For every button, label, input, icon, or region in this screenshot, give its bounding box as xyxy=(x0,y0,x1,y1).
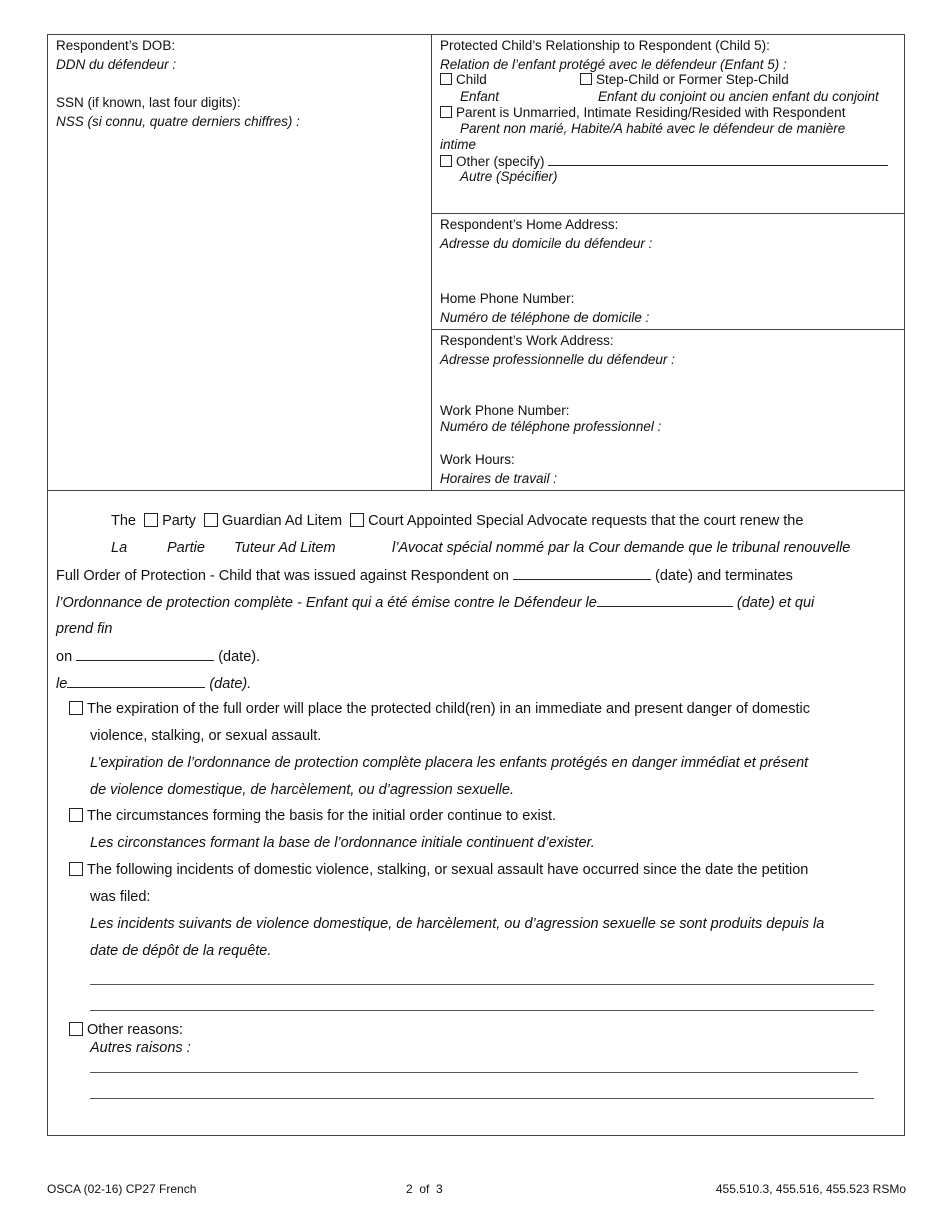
reason-1-fr-2: de violence domestique, de harcèlement, ou d’agression sexuelle. xyxy=(90,782,514,798)
party-checkbox[interactable] xyxy=(144,513,158,527)
footer-page-number: 2 of 3 xyxy=(406,1182,443,1196)
option-step-child-label-fr: Enfant du conjoint ou ancien enfant du conjoint xyxy=(598,89,879,104)
reason-1[interactable] xyxy=(69,701,810,717)
reason-other-en: Other reasons: xyxy=(87,1022,183,1038)
work-hours-label-fr: Horaires de travail : xyxy=(440,471,558,486)
work-address-label-fr: Adresse professionnelle du défendeur : xyxy=(440,352,675,367)
option-parent-label-fr-2: intime xyxy=(440,137,477,152)
relationship-label-fr: Relation de l’enfant protégé avec le défendeur (Enfant 5) : xyxy=(440,57,787,72)
la-label: La xyxy=(111,540,128,556)
option-step-child[interactable] xyxy=(580,72,789,88)
dob-label-fr: DDN du défendeur : xyxy=(56,57,177,72)
divider-work xyxy=(431,329,905,330)
issued-text-fr: l’Ordonnance de protection complète - Enfant qui a été émise contre le Défendeur le xyxy=(56,595,597,611)
avocat-label: l’Avocat spécial nommé par la Cour demande que le tribunal renouvelle xyxy=(392,540,851,556)
terminate-date-field-fr[interactable] xyxy=(67,675,205,688)
column-divider xyxy=(431,34,432,490)
terminates-text-fr: (date) et qui xyxy=(736,595,815,611)
reason-other-fr: Autres raisons : xyxy=(90,1040,191,1056)
issued-line-fr xyxy=(56,594,814,611)
ssn-label: SSN (if known, last four digits): xyxy=(56,95,241,110)
work-phone-label: Work Phone Number: xyxy=(440,403,570,418)
issued-line-en xyxy=(56,567,793,584)
home-phone-label-fr: Numéro de téléphone de domicile : xyxy=(440,310,650,325)
reason-2-en: The circumstances forming the basis for the initial order continue to exist. xyxy=(87,808,557,824)
footer-statutes: 455.510.3, 455.516, 455.523 RSMo xyxy=(715,1182,906,1196)
other-line-1[interactable] xyxy=(90,1072,858,1073)
option-other-label-fr: Autre (Spécifier) xyxy=(460,169,558,184)
child-checkbox[interactable] xyxy=(440,73,452,85)
work-address-label: Respondent’s Work Address: xyxy=(440,333,614,348)
work-hours-label: Work Hours: xyxy=(440,452,515,467)
reason-3-fr-2: date de dépôt de la requête. xyxy=(90,943,272,959)
step-child-checkbox[interactable] xyxy=(580,73,592,85)
option-other-label: Other (specify) xyxy=(456,154,545,169)
parent-checkbox[interactable] xyxy=(440,106,452,118)
incident-line-1[interactable] xyxy=(90,984,874,985)
date-label-fr: (date). xyxy=(209,676,252,692)
reason-2-fr: Les circonstances formant la base de l’ordonnance initiale continuent d’exister. xyxy=(90,835,595,851)
relationship-label: Protected Child’s Relationship to Respondent (Child 5): xyxy=(440,38,770,53)
reason-3-fr-1: Les incidents suivants de violence domestique, de harcèlement, ou d’agression sexuelle se sont produits depuis la xyxy=(90,916,825,932)
option-step-child-label: Step-Child or Former Step-Child xyxy=(596,72,789,87)
reason-1-checkbox[interactable] xyxy=(69,701,83,715)
issued-date-field-fr[interactable] xyxy=(597,594,733,607)
reason-other[interactable] xyxy=(69,1022,183,1038)
dob-label: Respondent’s DOB: xyxy=(56,38,176,53)
partie-label: Partie xyxy=(167,540,205,556)
divider-home xyxy=(431,213,905,214)
other-checkbox[interactable] xyxy=(440,155,452,167)
reason-1-en-1: The expiration of the full order will place the protected child(ren) in an immediate and present danger of domestic xyxy=(87,701,810,717)
terminates-text-en: (date) and terminates xyxy=(655,568,793,584)
form-frame xyxy=(47,34,905,1136)
reason-1-fr-1: L’expiration de l’ordonnance de protection complète placera les enfants protégés en danger immédiat et présent xyxy=(90,755,809,771)
option-parent-label: Parent is Unmarried, Intimate Residing/Resided with Respondent xyxy=(456,105,846,120)
reason-3-en-2: was filed: xyxy=(90,889,151,905)
prend-fin-label: prend fin xyxy=(56,621,113,637)
issued-date-field[interactable] xyxy=(513,567,651,580)
incident-line-2[interactable] xyxy=(90,1010,874,1011)
option-child-label: Child xyxy=(456,72,487,87)
reason-1-en-2: violence, stalking, or sexual assault. xyxy=(90,728,322,744)
terminate-date-line-fr xyxy=(56,675,251,692)
reason-3-en-1: The following incidents of domestic violence, stalking, or sexual assault have occurred since the date the petition xyxy=(87,862,809,878)
option-parent-label-fr-1: Parent non marié, Habite/A habité avec le défendeur de manière xyxy=(460,121,846,136)
reason-2[interactable] xyxy=(69,808,556,824)
home-address-label: Respondent’s Home Address: xyxy=(440,217,619,232)
option-child-label-fr: Enfant xyxy=(460,89,500,104)
tuteur-label: Tuteur Ad Litem xyxy=(234,540,336,556)
option-other[interactable] xyxy=(440,153,888,170)
request-line-en xyxy=(111,513,803,529)
casa-checkbox[interactable] xyxy=(350,513,364,527)
casa-label: Court Appointed Special Advocate requests that the court renew the xyxy=(368,513,804,529)
footer-form-id: OSCA (02-16) CP27 French xyxy=(47,1182,197,1196)
divider-request xyxy=(47,490,905,491)
home-address-label-fr: Adresse du domicile du défendeur : xyxy=(440,236,653,251)
home-phone-label: Home Phone Number: xyxy=(440,291,575,306)
ssn-label-fr: NSS (si connu, quatre derniers chiffres) : xyxy=(56,114,300,129)
reason-other-checkbox[interactable] xyxy=(69,1022,83,1036)
other-specify-field[interactable] xyxy=(548,153,888,166)
work-phone-label-fr: Numéro de téléphone professionnel : xyxy=(440,419,662,434)
le-label: le xyxy=(56,676,68,692)
option-child[interactable] xyxy=(440,72,487,88)
reason-3[interactable] xyxy=(69,862,808,878)
terminate-date-field[interactable] xyxy=(76,648,214,661)
other-line-2[interactable] xyxy=(90,1098,874,1099)
reason-3-checkbox[interactable] xyxy=(69,862,83,876)
on-label: on xyxy=(56,649,73,665)
party-label: Party xyxy=(162,513,196,529)
issued-text-en: Full Order of Protection - Child that was issued against Respondent on xyxy=(56,568,509,584)
gal-checkbox[interactable] xyxy=(204,513,218,527)
terminate-date-line-en xyxy=(56,648,260,665)
option-parent[interactable] xyxy=(440,105,845,121)
gal-label: Guardian Ad Litem xyxy=(221,513,343,529)
the-label: The xyxy=(111,513,136,529)
reason-2-checkbox[interactable] xyxy=(69,808,83,822)
date-label: (date). xyxy=(218,649,261,665)
